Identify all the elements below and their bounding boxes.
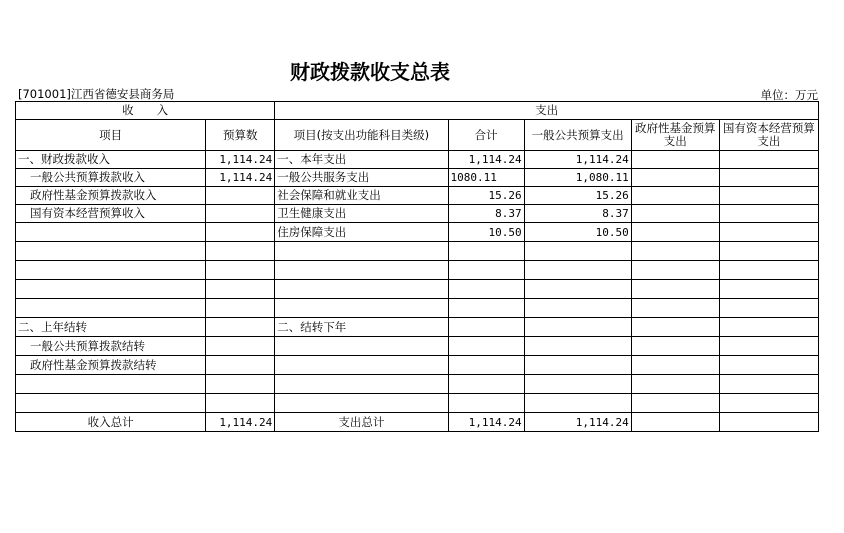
expense-item-cell: 卫生健康支出 — [275, 205, 448, 223]
fund-budget-cell — [631, 299, 719, 318]
total-cell — [448, 375, 524, 394]
income-item-cell — [16, 261, 206, 280]
state-budget-cell — [719, 356, 818, 375]
income-item-cell — [16, 299, 206, 318]
col-exp-item-header: 项目(按支出功能科目类级) — [275, 120, 448, 151]
general-budget-cell — [524, 261, 631, 280]
table-row — [16, 375, 819, 394]
unit-label: 单位：万元 — [760, 88, 818, 102]
fund-budget-cell — [631, 169, 719, 187]
total-cell: 15.26 — [448, 187, 524, 205]
total-cell — [448, 299, 524, 318]
state-budget-cell — [719, 280, 818, 299]
income-value-cell — [206, 356, 275, 375]
income-item-cell: 二、上年结转 — [16, 318, 206, 337]
general-budget-cell — [524, 356, 631, 375]
col-total-header: 合计 — [448, 120, 524, 151]
total-row — [16, 413, 819, 432]
income-value-cell — [206, 242, 275, 261]
general-budget-cell: 8.37 — [524, 205, 631, 223]
col-item-header: 项目 — [16, 120, 206, 151]
column-header-row — [16, 120, 819, 151]
table-row — [16, 242, 819, 261]
page-title: 财政拨款收支总表 — [290, 60, 450, 84]
general-budget-cell — [524, 318, 631, 337]
general-budget-cell — [524, 280, 631, 299]
table-row — [16, 205, 819, 223]
income-item-cell — [16, 394, 206, 413]
state-budget-cell — [719, 318, 818, 337]
income-total-value: 1,114.24 — [206, 413, 275, 432]
income-value-cell — [206, 337, 275, 356]
general-budget-cell: 15.26 — [524, 187, 631, 205]
table-row — [16, 151, 819, 169]
fund-budget-cell — [631, 318, 719, 337]
income-value-cell — [206, 318, 275, 337]
income-total-label: 收入总计 — [16, 413, 206, 432]
expense-item-cell — [275, 261, 448, 280]
income-item-cell — [16, 223, 206, 242]
general-budget-cell — [524, 299, 631, 318]
income-value-cell — [206, 261, 275, 280]
fund-budget-cell — [631, 205, 719, 223]
expense-item-cell: 社会保障和就业支出 — [275, 187, 448, 205]
income-value-cell — [206, 299, 275, 318]
state-budget-cell — [719, 187, 818, 205]
total-cell: 10.50 — [448, 223, 524, 242]
general-budget-cell — [524, 394, 631, 413]
table-row — [16, 299, 819, 318]
state-budget-cell — [719, 151, 818, 169]
state-budget-cell — [719, 261, 818, 280]
income-value-cell: 1,114.24 — [206, 169, 275, 187]
total-cell — [448, 337, 524, 356]
total-cell — [448, 318, 524, 337]
state-total-value — [719, 413, 818, 432]
total-cell — [448, 280, 524, 299]
general-budget-cell — [524, 242, 631, 261]
table-body — [16, 151, 819, 413]
income-value-cell — [206, 280, 275, 299]
income-group-header: 收 入 — [16, 102, 275, 120]
table-row — [16, 169, 819, 187]
income-item-cell: 一般公共预算拨款结转 — [16, 337, 206, 356]
income-value-cell: 1,114.24 — [206, 151, 275, 169]
expense-item-cell: 一、本年支出 — [275, 151, 448, 169]
fund-budget-cell — [631, 261, 719, 280]
expense-item-cell — [275, 375, 448, 394]
total-cell: 1080.11 — [448, 169, 524, 187]
total-cell — [448, 261, 524, 280]
fund-budget-cell — [631, 375, 719, 394]
total-cell — [448, 356, 524, 375]
fund-budget-cell — [631, 337, 719, 356]
col-budget-header: 预算数 — [206, 120, 275, 151]
table-row — [16, 356, 819, 375]
total-cell: 8.37 — [448, 205, 524, 223]
fund-budget-cell — [631, 223, 719, 242]
state-budget-cell — [719, 242, 818, 261]
income-value-cell — [206, 394, 275, 413]
expense-total-value: 1,114.24 — [448, 413, 524, 432]
fund-total-value — [631, 413, 719, 432]
state-budget-cell — [719, 375, 818, 394]
table-row — [16, 394, 819, 413]
state-budget-cell — [719, 205, 818, 223]
expense-item-cell — [275, 356, 448, 375]
general-budget-cell — [524, 375, 631, 394]
table-row — [16, 318, 819, 337]
income-item-cell: 政府性基金预算拨款收入 — [16, 187, 206, 205]
expense-item-cell — [275, 299, 448, 318]
expense-total-label: 支出总计 — [275, 413, 448, 432]
state-budget-cell — [719, 169, 818, 187]
fund-budget-cell — [631, 394, 719, 413]
income-value-cell — [206, 223, 275, 242]
income-item-cell: 一、财政拨款收入 — [16, 151, 206, 169]
income-item-cell — [16, 242, 206, 261]
income-value-cell — [206, 187, 275, 205]
fund-budget-cell — [631, 187, 719, 205]
fund-budget-cell — [631, 356, 719, 375]
table-row — [16, 261, 819, 280]
expense-item-cell — [275, 280, 448, 299]
income-value-cell — [206, 205, 275, 223]
col-state-header: 国有资本经营预算支出 — [719, 120, 818, 151]
expense-group-header: 支出 — [275, 102, 819, 120]
fund-budget-cell — [631, 242, 719, 261]
income-item-cell: 政府性基金预算拨款结转 — [16, 356, 206, 375]
expense-item-cell: 一般公共服务支出 — [275, 169, 448, 187]
expense-item-cell — [275, 242, 448, 261]
general-budget-cell: 1,114.24 — [524, 151, 631, 169]
table-row — [16, 280, 819, 299]
general-budget-cell — [524, 337, 631, 356]
table-row — [16, 337, 819, 356]
general-budget-cell: 10.50 — [524, 223, 631, 242]
income-value-cell — [206, 375, 275, 394]
state-budget-cell — [719, 337, 818, 356]
total-cell: 1,114.24 — [448, 151, 524, 169]
fund-budget-cell — [631, 151, 719, 169]
income-item-cell: 国有资本经营预算收入 — [16, 205, 206, 223]
table-row — [16, 223, 819, 242]
budget-table — [15, 101, 819, 432]
general-budget-cell: 1,080.11 — [524, 169, 631, 187]
organization-label: [701001]江西省德安县商务局 — [18, 87, 175, 101]
general-total-value: 1,114.24 — [524, 413, 631, 432]
fund-budget-cell — [631, 280, 719, 299]
state-budget-cell — [719, 299, 818, 318]
total-cell — [448, 242, 524, 261]
expense-item-cell — [275, 394, 448, 413]
expense-item-cell: 住房保障支出 — [275, 223, 448, 242]
income-item-cell: 一般公共预算拨款收入 — [16, 169, 206, 187]
col-general-header: 一般公共预算支出 — [524, 120, 631, 151]
income-item-cell — [16, 280, 206, 299]
total-cell — [448, 394, 524, 413]
group-header-row — [16, 102, 819, 120]
table-row — [16, 187, 819, 205]
expense-item-cell: 二、结转下年 — [275, 318, 448, 337]
col-fund-header: 政府性基金预算支出 — [631, 120, 719, 151]
expense-item-cell — [275, 337, 448, 356]
state-budget-cell — [719, 223, 818, 242]
state-budget-cell — [719, 394, 818, 413]
income-item-cell — [16, 375, 206, 394]
